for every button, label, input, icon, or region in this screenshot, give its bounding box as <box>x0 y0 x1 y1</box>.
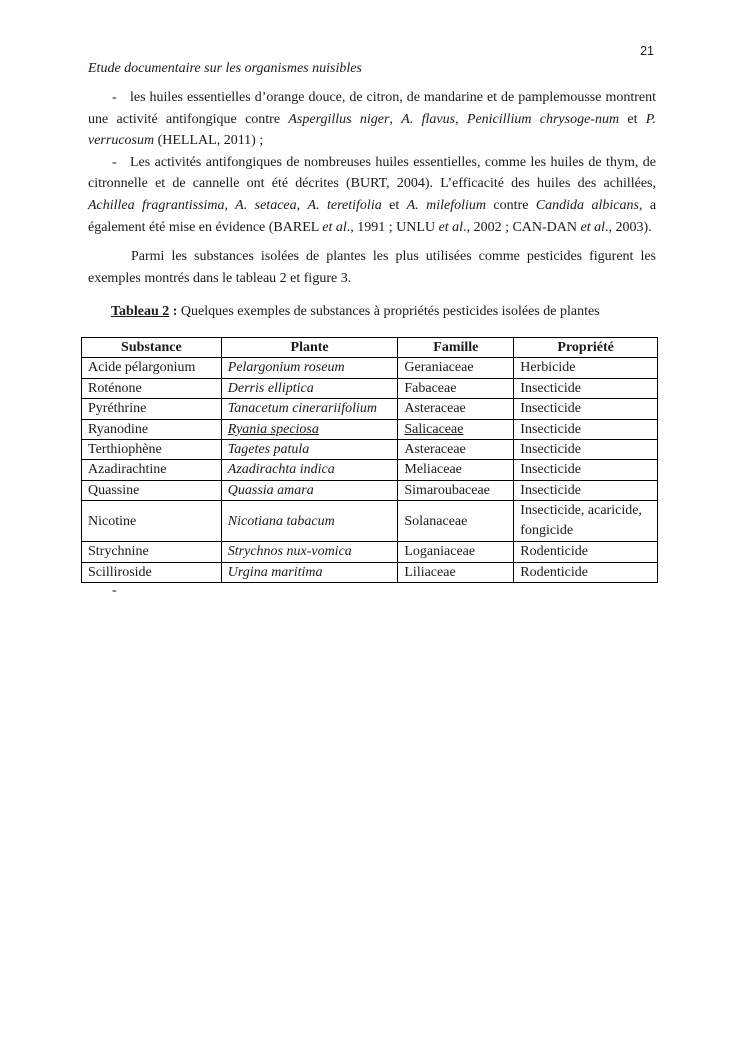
bullet-paragraph-2 <box>88 152 656 238</box>
cell-famille: Solanaceae <box>398 501 514 542</box>
intro-paragraph: Parmi les substances isolées de plantes les plus utilisées comme pesticides figurent les exemples montrés dans le tableau 2 et figure 3. <box>88 249 656 286</box>
text-run: Les activités antifongiques de nombreuses huiles essentielles, comme les huiles de thym, de citronnelle et de cannelle ont été décrites (BURT, 2004). L’efficacité des huiles des achillées, <box>88 154 656 192</box>
header-substance: Substance <box>82 338 222 358</box>
text-run: , <box>296 197 308 213</box>
header-plante: Plante <box>221 338 398 358</box>
cell-famille: Liliaceae <box>398 562 514 582</box>
text-run: contre <box>486 197 536 213</box>
cell-propriete: Insecticide <box>514 460 658 480</box>
cell-substance: Strychnine <box>82 542 222 562</box>
table-row <box>82 542 658 562</box>
species-name: A. flavus <box>401 111 456 127</box>
citation-et-al: et al <box>438 219 464 235</box>
text-run: ., 2003). <box>605 219 652 235</box>
text-run: ., 2002 ; CAN-DAN <box>463 219 581 235</box>
species-name: Aspergillus niger <box>288 111 390 127</box>
cell-substance: Pyréthrine <box>82 399 222 419</box>
cell-plante: Strychnos nux-vomica <box>221 542 398 562</box>
species-name: A. teretifolia <box>307 197 382 213</box>
cell-famille: Geraniaceae <box>398 358 514 378</box>
table-row <box>82 419 658 439</box>
table-row <box>82 501 658 542</box>
text-run: , a également été mise en évidence (BAREL <box>88 197 657 235</box>
cell-propriete: Insecticide <box>514 440 658 460</box>
cell-famille: Meliaceae <box>398 460 514 480</box>
cell-plante: Tagetes patula <box>221 440 398 460</box>
cell-famille: Salicaceae <box>398 419 514 439</box>
species-name: Penicillium chrysoge-num <box>466 111 620 127</box>
table-row <box>82 399 658 419</box>
cell-plante: Nicotiana tabacum <box>221 501 398 542</box>
text-run: , <box>455 111 467 127</box>
text-run: les huiles essentielles d’orange douce, de citron, de mandarine et de pamplemousse montrent une activité antifongique contre <box>88 90 656 127</box>
page-number: 21 <box>640 44 654 58</box>
table-row <box>82 440 658 460</box>
cell-famille: Fabaceae <box>398 378 514 398</box>
cell-famille: Asteraceae <box>398 440 514 460</box>
cell-propriete: Rodenticide <box>514 562 658 582</box>
table-row <box>82 480 658 500</box>
bullet-dash: - <box>112 154 117 170</box>
cell-famille: Loganiaceae <box>398 542 514 562</box>
text-run: (HELLAL, 2011) ; <box>154 133 264 149</box>
table-row <box>82 378 658 398</box>
table-caption <box>111 304 600 320</box>
cell-propriete: Insecticide <box>514 480 658 500</box>
cell-famille: Simaroubaceae <box>398 480 514 500</box>
citation-et-al: et al <box>580 219 606 235</box>
table-row <box>82 358 658 378</box>
cell-substance: Azadirachtine <box>82 460 222 480</box>
cell-plante: Azadirachta indica <box>221 460 398 480</box>
cell-substance: Roténone <box>82 378 222 398</box>
cell-propriete: Insecticide <box>514 378 658 398</box>
text-run: et <box>381 197 407 213</box>
cell-substance: Ryanodine <box>82 419 222 439</box>
citation-et-al: et al <box>322 219 347 235</box>
cell-plante: Urgina maritima <box>221 562 398 582</box>
cell-substance: Scilliroside <box>82 562 222 582</box>
species-name: Candida albicans <box>535 197 639 213</box>
cell-propriete: Insecticide <box>514 419 658 439</box>
table-row <box>82 562 658 582</box>
header-propriete: Propriété <box>514 338 658 358</box>
bullet-dash: - <box>112 90 117 105</box>
species-name: Achillea fragrantissima, A. setacea <box>88 197 297 213</box>
cell-substance: Quassine <box>82 480 222 500</box>
cell-propriete: Rodenticide <box>514 542 658 562</box>
caption-text: Quelques exemples de substances à propriétés pesticides isolées de plantes <box>177 304 600 319</box>
cell-plante: Tanacetum cinerariifolium <box>221 399 398 419</box>
bullet-paragraph-1 <box>88 87 656 152</box>
table-header-row <box>82 338 658 358</box>
cell-substance: Terthiophène <box>82 440 222 460</box>
cell-plante: Derris elliptica <box>221 378 398 398</box>
cell-substance: Acide pélargonium <box>82 358 222 378</box>
caption-colon: : <box>169 304 178 319</box>
table-row <box>82 460 658 480</box>
cell-substance: Nicotine <box>82 501 222 542</box>
species-name: P. verrucosum <box>88 111 657 149</box>
header-famille: Famille <box>398 338 514 358</box>
running-header: Etude documentaire sur les organismes nuisibles <box>88 61 362 76</box>
caption-label: Tableau 2 <box>111 304 170 319</box>
cell-propriete: Insecticide <box>514 399 658 419</box>
text-run: et <box>619 111 646 127</box>
cell-propriete: Herbicide <box>514 358 658 378</box>
text-run: , <box>389 111 402 127</box>
cell-propriete: Insecticide, acaricide, fongicide <box>514 501 658 542</box>
cell-famille: Asteraceae <box>398 399 514 419</box>
cell-plante: Quassia amara <box>221 480 398 500</box>
trailing-bullet-dash: - <box>112 583 117 598</box>
pesticide-table <box>81 337 658 583</box>
cell-plante: Ryania speciosa <box>221 419 398 439</box>
text-run: ., 1991 ; UNLU <box>346 219 439 235</box>
cell-plante: Pelargonium roseum <box>221 358 398 378</box>
species-name: A. milefolium <box>406 197 487 213</box>
body-text <box>88 87 656 289</box>
